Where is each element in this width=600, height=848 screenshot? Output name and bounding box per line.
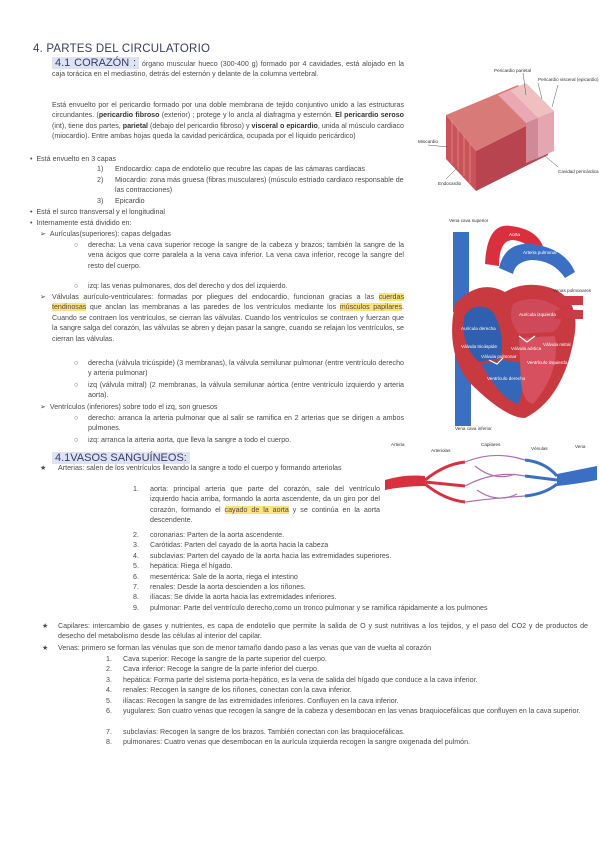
list-item: [106, 675, 586, 685]
corazon-intro: [52, 58, 404, 80]
list-number: 6.: [106, 707, 112, 715]
label-ventriculo-derecho: Ventrículo derecho: [487, 376, 526, 381]
list-number: 4.: [133, 551, 139, 560]
list-item: [133, 603, 593, 613]
star-icon: ★: [40, 464, 47, 472]
list-item: [106, 664, 586, 674]
list-number: 5.: [106, 696, 112, 705]
label-venas-pulmonares: Venas pulmonares: [553, 288, 592, 293]
list-item: [106, 706, 586, 716]
list-item: [106, 654, 586, 664]
list-item-text: hepática: Riega el hígado.: [150, 562, 233, 571]
label-pericardio-parietal: Pericardio parietal: [494, 68, 532, 73]
list-item-text: Carótidas: Parten del cayado de la aorta hacia la cabeza: [150, 541, 329, 550]
list-item: [106, 737, 586, 747]
label-pericardio-visceral: Pericardio visceral (epicardio): [538, 77, 599, 82]
bullet-circle: ○: [74, 241, 79, 249]
label-arteria: Arteria: [391, 442, 405, 447]
label-aorta: Aorta: [509, 232, 520, 237]
auriculas-item: ➢ Aurículas(superiores): capas delgadas: [40, 230, 171, 238]
star-icon: ★: [42, 622, 49, 630]
bullet-surco: • Está el surco transversal y el longitudinal: [30, 208, 165, 216]
bullet-circle: ○: [74, 282, 79, 290]
list-item: [133, 572, 593, 582]
list-item: [133, 582, 593, 592]
section-title: 4. PARTES DEL CIRCULATORIO: [33, 43, 211, 55]
label-ventriculo-izquierdo: Ventrículo izquierdo: [527, 360, 568, 365]
list-item-text: renales: Desde la aorta descienden a los riñones.: [150, 583, 306, 591]
vasos-heading: 4.1VASOS SANGUÍNEOS:: [52, 452, 190, 464]
list-number: 2.: [106, 665, 112, 674]
list-number: 9.: [133, 603, 139, 612]
label-valvula-mitral: Válvula mitral: [543, 342, 571, 347]
list-number: 6.: [133, 572, 139, 581]
list-item: [106, 685, 586, 695]
label-valvula-tricuspide: Válvula tricúspide: [461, 344, 498, 349]
list-item-text: coronarias: Parten de la aorta ascendente.: [150, 531, 285, 539]
heart-wall-figure: [418, 55, 600, 195]
label-venulas: Vénulas: [531, 446, 548, 451]
number-1: 1.: [133, 485, 139, 493]
list-number: 7.: [133, 583, 139, 591]
list-item-text: subclavias: Parten del cayado de la aorta hacia las extremidades superiores.: [150, 551, 392, 560]
arrow-bullet: ➢: [40, 293, 46, 301]
capa-1-text: Endocardio: capa de endotelio que recubre las capas de las cámaras cardiacas: [115, 165, 366, 173]
capa-1: 1): [97, 165, 104, 173]
list-item: [106, 696, 586, 706]
label-arteria-pulmonar: Arteria pulmonar: [523, 250, 557, 255]
list-item: [133, 540, 593, 550]
list-number: 7.: [106, 727, 112, 736]
ventriculos-item: ➢ Ventrículos (inferiores) sobre todo el izq, son gruesos: [40, 403, 218, 411]
label-valvula-pulmonar: Válvula pulmonar: [481, 354, 517, 359]
valvulas-paragraph: Válvulas aurículo-ventriculares: formadas por pliegues del endocardio, funcionan gracias a las cuerdas tendinosas que anclan las membranas a las paredes de los ventrículos mediante los músculos papilares. Cuando se contraen los ventrículos, se cierran las válvulas. Cuando los ventrículos se contraen y fuerzan que la sangre salga del corazón, las válvulas se abren y dejan pasar la sangre, cuando se relajan los ventrículos, se cierran las válvulas.: [52, 293, 404, 343]
venas-intro: Venas: primero se forman las vénulas que son de menor tamaño dando paso a las venas que van de vuelta al corazón: [58, 644, 432, 652]
bullet-circle: ○: [74, 436, 79, 444]
list-number: 4.: [106, 686, 112, 695]
corazon-p1: órgano muscular hueco (300-400 g) formado por 4 cavidades, está alojado en la caja torácica en el mediastino, detrás del esternón y delante de la columna vertebral.: [52, 60, 404, 79]
list-item-text: pulmonares: Cuatro venas que desembocan en la aurícula izquierda recogen la sangre oxigenada del pulmón.: [123, 738, 471, 747]
ventriculo-derecho: derecho: arranca la arteria pulmonar que al salir se ramifica en 2 arterias que se dirigen a ambos pulmones.: [88, 414, 404, 433]
label-capilares: Capilares: [481, 442, 501, 447]
blood-vessels-figure: [385, 440, 597, 510]
list-number: 3.: [133, 541, 139, 550]
list-item-text: Cava superior: Recoge la sangre de la parte superior del cuerpo.: [123, 655, 327, 663]
auricula-derecha: derecha: La vena cava superior recoge la sangre de la cabeza y brazos; también la sangre de la vena ácigos que corre paralela a la vena cava inferior. La vena cava inferior, recoge la sangre del resto del cuerpo.: [88, 241, 404, 270]
list-number: 3.: [106, 675, 112, 684]
list-item: [133, 530, 593, 540]
label-valvula-aortica: Válvula aórtica: [511, 346, 542, 351]
arteria-aorta: aorta: principal arteria que parte del corazón, sale del ventrículo izquierdo hacia arriba, formando la aorta ascendente, da un giro por del corazón, formando el cayado de la aorta y se continúa en la aorta descendente.: [150, 485, 380, 525]
bullet-capas: • Está envuelto en 3 capas: [30, 155, 117, 163]
list-item: [106, 727, 586, 737]
label-endocardio: Endocardio: [438, 181, 462, 186]
list-number: 1.: [106, 655, 112, 663]
capa-3-text: Epicardio: [115, 197, 145, 205]
list-item-text: yugulares: Son cuatro venas que recogen la sangre de la cabeza y desembocan en las venas braquiocefálicas que confluyen en la cava superior.: [123, 707, 581, 715]
list-item-text: renales: Recogen la sangre de los riñones, conectan con la cava inferior.: [123, 686, 352, 695]
list-item-text: mesentérica: Sale de la aorta, riega el intestino: [150, 572, 298, 581]
bullet-circle: ○: [74, 414, 79, 422]
list-item-text: Cava inferior: Recoge la sangre de la parte inferior del cuerpo.: [123, 665, 319, 674]
list-number: 8.: [106, 738, 112, 747]
auricula-izquierda: izq: las venas pulmonares, dos del derecho y dos del izquierdo.: [88, 282, 288, 290]
label-arteriolas: Arteriolas: [431, 448, 451, 453]
valvula-derecha: derecha (válvula tricúspide) (3 membranas), la válvula semilunar pulmonar (entre ventrículo derecho y arteria pulmonar): [88, 359, 404, 378]
list-item-text: ilíacas: Recogen la sangre de las extremidades inferiores. Confluyen en la cava inferior.: [123, 696, 399, 705]
corazon-heading: 4.1 CORAZÓN :: [52, 57, 139, 69]
bullet-circle: ○: [74, 381, 79, 389]
list-item: [133, 551, 593, 561]
list-item: [133, 561, 593, 571]
bullet-circle: ○: [74, 359, 79, 367]
capa-2: 2): [97, 176, 104, 184]
star-icon: ★: [42, 644, 49, 652]
label-vena-cava-inferior: Vena cava inferior: [455, 426, 492, 431]
list-item-text: pulmonar: Parte del ventrículo derecho,como un tronco pulmonar y se ramifica rápidamente a los pulmones: [150, 603, 488, 612]
label-auricula-derecha: Aurícula derecha: [461, 326, 496, 331]
capilares-text: Capilares: intercambio de gases y nutrientes, es capa de endotelio que permite la salida de O y sust nutritivas a los tejidos, y el paso del CO2 y de productos de desecho del metabolismo desde las células al interior del capilar.: [58, 622, 588, 641]
list-item: [133, 592, 593, 602]
ventriculo-izquierdo: izq: arranca la arteria aorta, que lleva la sangre a todo el cuerpo.: [88, 436, 292, 444]
capa-3: 3): [97, 197, 104, 205]
pericardio-paragraph: Está envuelto por el pericardio formado por una doble membrana de tejido conjuntivo unido a las estructuras circundantes. (pericardio fibroso (exterior) ; protege y lo ancla al diafragma y esternón. El pericardio seroso (int), tiene dos partes, parietal (debajo del pericardio fibroso) y visceral o epicardio, unida al músculo cardiaco (miocardio). Entre ambas hojas queda la cavidad pericárdica, ocupada por el líquido pericárdico): [52, 101, 404, 141]
list-item-text: hepática: Forma parte del sistema porta-hepático, es la vena de salida del hígado que conduce a la cava inferior.: [123, 675, 478, 684]
label-vena: Vena: [575, 444, 586, 449]
valvula-izquierda: izq (válvula mitral) (2 membranas, la válvula semilunar aórtica (entre ventrículo izquierdo y arteria aorta).: [88, 381, 404, 400]
arterias-intro: Arterias: salen de los ventrículos llevando la sangre a todo el cuerpo y formando arteriolas: [58, 464, 342, 472]
list-number: 5.: [133, 562, 139, 571]
label-cavidad-pericardica: Cavidad pericárdica: [558, 169, 599, 174]
label-miocardio: Miocardio: [418, 139, 438, 144]
list-item-text: subclavias: Recogen la sangre de los brazos. También conectan con las braquiocefálicas.: [123, 727, 405, 736]
capa-2-text: Miocardio: zona más gruesa (fibras musculares) (músculo estriado cardiaco responsable de las contracciones): [115, 176, 404, 195]
list-item-text: ilíacas: Se divide la aorta hacia las extremidades inferiores.: [150, 593, 337, 602]
bullet-interno: • Internamente está dividido en:: [30, 219, 132, 227]
list-number: 2.: [133, 531, 139, 539]
label-vena-cava-superior: Vena cava superior: [449, 218, 489, 223]
label-auricula-izquierda: Aurícula izquierda: [519, 312, 556, 317]
heart-anatomy-figure: [415, 212, 597, 434]
list-number: 8.: [133, 593, 139, 602]
